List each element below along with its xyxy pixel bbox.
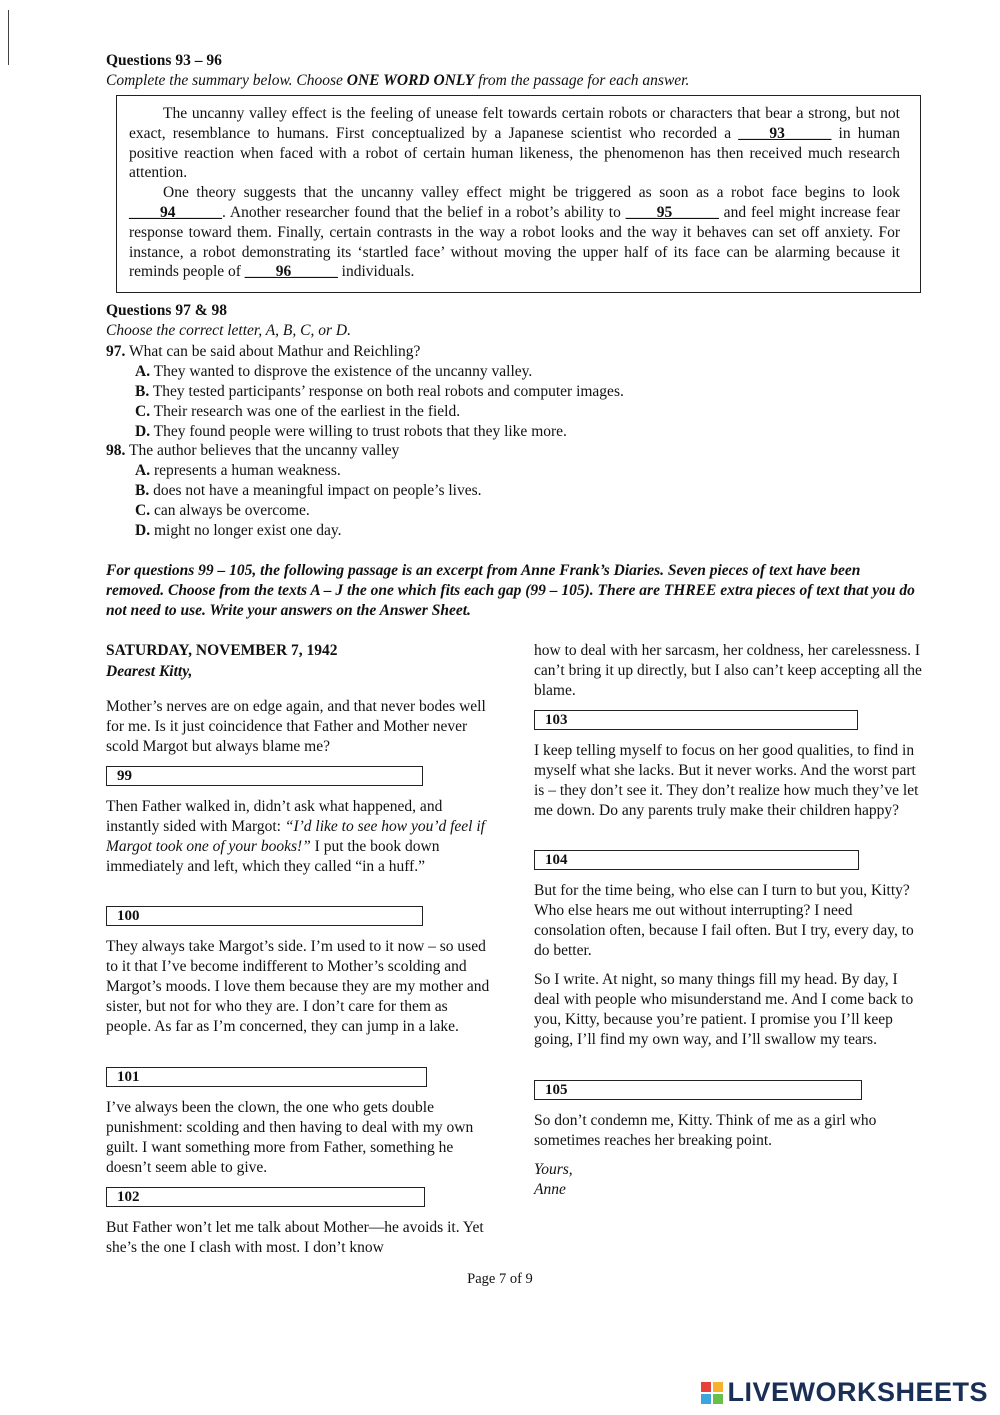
section-title-93-96: Questions 93 – 96: [106, 52, 222, 69]
diary-para-7: But for the time being, who else can I turn to but you, Kitty? Who else hears me out without interrupting? I need consolation often, because I fail often. But I try, every day, to do better.: [534, 882, 914, 959]
summary-paragraph-1: The uncanny valley effect is the feeling of unease felt towards certain robots or characters that bear a strong, but not exact, resemblance to humans. First conceptualized by a Japanese scientist who recorded a ____93______ in human positive reaction when faced with a robot of certain human likeness, the phenomenon has then received much research attention.: [129, 105, 900, 182]
diary-para-3: They always take Margot’s side. I’m used to it now – so used to it that I’ve become indifferent to Mother’s scolding and Margot’s moods. I love them because they are my mother and sister, but not for who they are. I don’t care for them as people. As far as I’m concerned, they can jump in a lake.: [106, 938, 490, 1035]
diary-date: SATURDAY, NOVEMBER 7, 1942: [106, 642, 338, 659]
gap-105[interactable]: 105: [534, 1080, 862, 1100]
liveworksheets-logo-icon: [701, 1382, 723, 1404]
blank-96[interactable]: ____96______: [244, 263, 338, 281]
diary-para-6: I keep telling myself to focus on her good qualities, to find in myself what she lacks. But it never works. And the worst part is – they don’t see it. They don’t realize how much they’ve let me down. Do any parents truly make their children happy?: [534, 742, 919, 819]
liveworksheets-logo: LIVEWORKSHEETS: [701, 1377, 988, 1408]
diary-para-1: Mother’s nerves are on edge again, and that never bodes well for me. Is it just coincidence that Father and Mother never scold Margot but always blame me?: [106, 698, 486, 755]
margin-line: [8, 10, 9, 65]
summary-text: [129, 104, 900, 282]
diary-para-8: So I write. At night, so many things fill my head. By day, I deal with people who misunderstand me. And I come back to you, Kitty, because you’re patient. I promise you I’ll keep going, I’ll find my own way, and I’ll swallow my tears.: [534, 971, 914, 1048]
section-instruction-99-105: For questions 99 – 105, the following passage is an excerpt from Anne Frank’s Diaries. Seven pieces of text have been removed. Choose from the texts A – J the one which fits each gap (99 – 105). There are THREE extra pieces of text that you do not need to use. Write your answers on the Answer Sheet.: [106, 562, 915, 619]
question-97: 97. What can be said about Mathur and Reichling? A. They wanted to disprove the existence of the uncanny valley. B. They tested participants’ response on both real robots and computer images. C. Their research was one of the earliest in the field. D. They found people were willing to trust robots that they like more.: [106, 342, 906, 442]
diary-closing: Yours,: [534, 1161, 573, 1178]
gap-104[interactable]: 104: [534, 850, 859, 870]
diary-para-2: Then Father walked in, didn’t ask what happened, and instantly sided with Margot: “I’d like to see how you’d feel if Margot took one of your books!” I put the book down immediately and left, which they called “in a huff.”: [106, 798, 485, 875]
blank-94[interactable]: ____94______: [129, 203, 222, 221]
gap-101[interactable]: 101: [106, 1067, 427, 1087]
section-instruction-93-96: Complete the summary below. Choose ONE WORD ONLY from the passage for each answer.: [106, 72, 690, 89]
q98-option-c[interactable]: C. can always be overcome.: [135, 502, 310, 519]
section-instruction-97-98: Choose the correct letter, A, B, C, or D.: [106, 322, 351, 339]
diary-signature: Anne: [534, 1181, 566, 1198]
q97-option-d[interactable]: D. They found people were willing to trust robots that they like more.: [135, 423, 567, 440]
q97-option-c[interactable]: C. Their research was one of the earliest in the field.: [135, 403, 461, 420]
gap-102[interactable]: 102: [106, 1187, 425, 1207]
question-98: 98. The author believes that the uncanny valley A. represents a human weakness. B. does not have a meaningful impact on people’s lives. C. can always be overcome. D. might no longer exist one day.: [106, 441, 906, 541]
q97-option-a[interactable]: A. They wanted to disprove the existence of the uncanny valley.: [135, 363, 533, 380]
gap-103[interactable]: 103: [534, 710, 858, 730]
diary-para-5-cont: how to deal with her sarcasm, her coldness, her carelessness. I can’t bring it up directly, but I also can’t keep accepting all the blame.: [534, 642, 922, 699]
page-number: Page 7 of 9: [467, 1271, 533, 1287]
diary-para-9: So don’t condemn me, Kitty. Think of me as a girl who sometimes reaches her breaking point.: [534, 1112, 877, 1149]
blank-95[interactable]: ____95______: [625, 203, 719, 221]
gap-99[interactable]: 99: [106, 766, 423, 786]
q98-option-a[interactable]: A. represents a human weakness.: [135, 462, 341, 479]
summary-paragraph-2: One theory suggests that the uncanny valley effect might be triggered as soon as a robot face begins to look ____94______. Another researcher found that the belief in a robot’s ability to ____95______ and feel might increase fear response toward them. Finally, certain contrasts in the way a robot looks and the way it behaves can set off anxiety. For instance, a robot demonstrating its ‘startled face’ without moving the upper half of its face can be alarming because it reminds people of ____96______ individuals.: [129, 184, 900, 281]
gap-100[interactable]: 100: [106, 906, 423, 926]
q98-option-d[interactable]: D. might no longer exist one day.: [135, 522, 342, 539]
section-title-97-98: Questions 97 & 98: [106, 302, 227, 319]
diary-greeting: Dearest Kitty,: [106, 663, 193, 680]
blank-93[interactable]: ____93______: [738, 124, 832, 142]
q98-option-b[interactable]: B. does not have a meaningful impact on people’s lives.: [135, 482, 482, 499]
diary-para-4: I’ve always been the clown, the one who gets double punishment: scolding and then having to deal with my own guilt. I want something more from Father, something he doesn’t seem able to give.: [106, 1099, 474, 1176]
diary-para-5-start: But Father won’t let me talk about Mother—he avoids it. Yet she’s the one I clash with most. I don’t know: [106, 1219, 484, 1256]
q97-option-b[interactable]: B. They tested participants’ response on both real robots and computer images.: [135, 383, 624, 400]
